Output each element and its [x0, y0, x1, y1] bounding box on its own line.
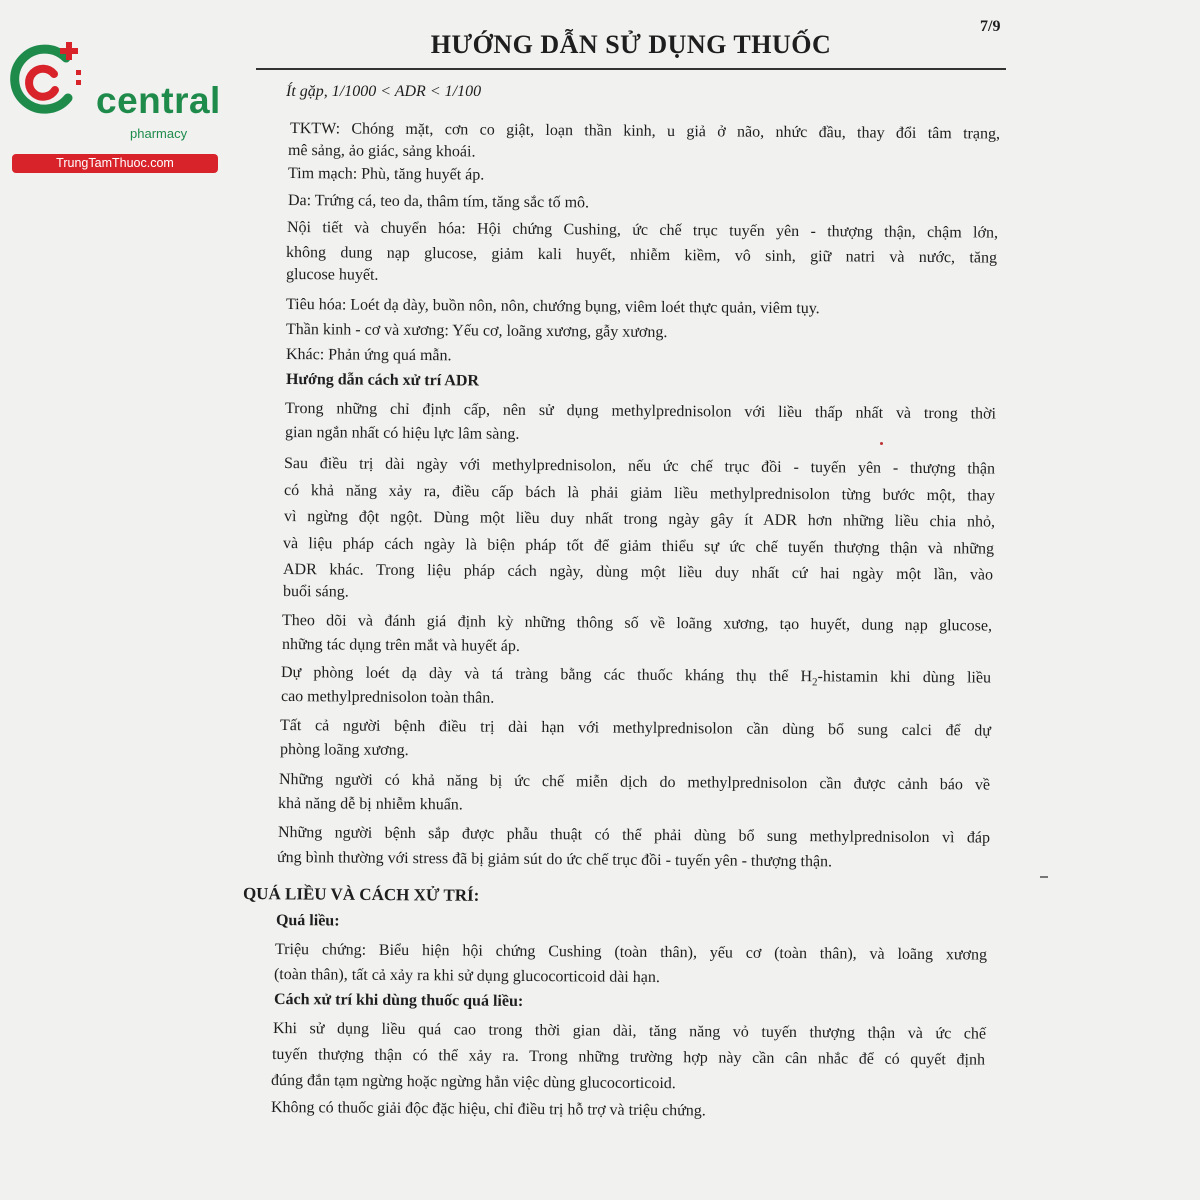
- central-pharmacy-logo: [10, 38, 221, 170]
- section-subheading: Hướng dẫn cách xử trí ADR: [285, 371, 480, 390]
- logo-website: TrungTamThuoc.com: [12, 154, 218, 173]
- logo-brand-name: central: [96, 80, 221, 121]
- body-text-line: buổi sáng.: [282, 583, 349, 601]
- body-text-line: những tác dụng trên mắt và huyết áp.: [281, 636, 521, 655]
- body-text-line: TKTW: Chóng mặt, cơn co giật, loạn thần kinh, u giả ở não, nhức đầu, thay đổi tâm trạng,: [289, 120, 1001, 143]
- section-subheading: Cách xử trí khi dùng thuốc quá liều:: [273, 991, 524, 1010]
- body-text-line: Tất cả người bệnh điều trị dài hạn với methylprednisolon cần dùng bổ sung calci để dự: [279, 717, 992, 740]
- section-subheading: Quá liều:: [275, 912, 340, 930]
- section-heading: QUÁ LIỀU VÀ CÁCH XỬ TRÍ:: [242, 884, 480, 905]
- frequency-heading: Ít gặp, 1/1000 < ADR < 1/100: [286, 83, 482, 100]
- body-text-line: có khả năng xảy ra, điều cấp bách là phải giảm liều methylprednisolon từng bước một, thay: [283, 482, 996, 505]
- body-text-line: Nội tiết và chuyển hóa: Hội chứng Cushing, ức chế trục tuyến yên - thượng thận, chậm lớn,: [286, 219, 999, 242]
- page-number: 7/9: [980, 18, 1001, 35]
- body-text-line: [281, 664, 991, 690]
- body-text-line: Tiêu hóa: Loét dạ dày, buồn nôn, nôn, chướng bụng, viêm loét thực quản, viêm tụy.: [285, 296, 820, 318]
- body-text-line: Triệu chứng: Biểu hiện hội chứng Cushing (toàn thân), yếu cơ (toàn thân), và loãng xương: [274, 941, 988, 964]
- body-text-line: cao methylprednisolon toàn thân.: [280, 688, 495, 707]
- logo-brand-sub: pharmacy: [130, 126, 188, 141]
- body-text-line: Những người bệnh sắp được phẫu thuật có thể phải dùng bổ sung methylprednisolon vì đáp: [277, 824, 991, 847]
- body-text-line: ứng bình thường với stress đã bị giảm sút do ức chế trục đồi - tuyến yên - thượng thận.: [276, 849, 833, 871]
- body-text-line: Theo dõi và đánh giá định kỳ những thông số về loãng xương, tạo huyết, dung nạp glucose,: [281, 612, 993, 635]
- body-text-line: Sau điều trị dài ngày với methylprednisolon, nếu ức chế trục đồi - tuyến yên - thượng thận: [283, 455, 996, 478]
- body-text-line: Không có thuốc giải độc đặc hiệu, chỉ điều trị hỗ trợ và triệu chứng.: [270, 1099, 706, 1120]
- body-text-line: gian ngắn nhất có hiệu lực lâm sàng.: [284, 424, 520, 443]
- body-text-line: đúng đắn tạm ngừng hoặc ngừng hẳn việc dùng glucocorticoid.: [270, 1072, 676, 1093]
- header-divider: [256, 68, 1006, 70]
- scan-speck: [880, 442, 883, 445]
- body-text-line: (toàn thân), tất cả xảy ra khi sử dụng glucocorticoid dài hạn.: [273, 966, 660, 987]
- body-text-line: Da: Trứng cá, teo da, thâm tím, tăng sắc tố mô.: [287, 192, 590, 212]
- body-text-line: phòng loãng xương.: [279, 741, 409, 760]
- body-text-line: vì ngừng đột ngột. Dùng một liều duy nhất trong ngày gây ít ADR hơn những liều chia nhỏ,: [283, 508, 996, 531]
- body-text-line: Thần kinh - cơ và xương: Yếu cơ, loãng xương, gẫy xương.: [285, 321, 668, 341]
- body-text-line: Trong những chỉ định cấp, nên sử dụng methylprednisolon với liều thấp nhất và trong thời: [284, 400, 997, 423]
- body-text-fragment: Dự phòng loét dạ dày và tá tràng bằng các thuốc kháng thụ thể H: [280, 664, 813, 686]
- body-text-line: Tim mạch: Phù, tăng huyết áp.: [287, 165, 485, 184]
- pharmacy-cross-logo-icon: [10, 38, 96, 118]
- body-text-line: và liệu pháp cách ngày là biện pháp tốt để giảm thiểu sự ức chế tuyến thượng thận và những: [282, 535, 995, 558]
- body-text-line: Những người có khả năng bị ức chế miễn dịch do methylprednisolon cần được cảnh báo về: [278, 771, 991, 794]
- body-text-line: Khác: Phản ứng quá mẫn.: [285, 346, 452, 365]
- body-text-fragment: -histamin khi dùng liều: [817, 668, 992, 687]
- body-text-line: không dung nạp glucose, giảm kali huyết, nhiễm kiềm, vô sinh, giữ natri và nước, tăng: [285, 244, 998, 267]
- scan-mark: [1040, 876, 1048, 878]
- body-text-line: ADR khác. Trong liệu pháp cách ngày, dùng một liều duy nhất cứ hai ngày một lần, vào: [282, 561, 994, 584]
- body-text-line: Khi sử dụng liều quá cao trong thời gian dài, tăng năng vỏ tuyến thượng thận và ức chế: [272, 1020, 987, 1043]
- body-text-line: khả năng dễ bị nhiễm khuẩn.: [277, 795, 463, 814]
- page-title: HƯỚNG DẪN SỬ DỤNG THUỐC: [430, 30, 832, 59]
- subscript: 2: [811, 676, 818, 689]
- body-text-line: mê sảng, ảo giác, sảng khoái.: [287, 142, 476, 161]
- body-text-line: tuyến thượng thận có thể xảy ra. Trong những trường hợp này cần cân nhắc để có quyết định: [271, 1046, 986, 1069]
- body-text-line: glucose huyết.: [285, 266, 379, 284]
